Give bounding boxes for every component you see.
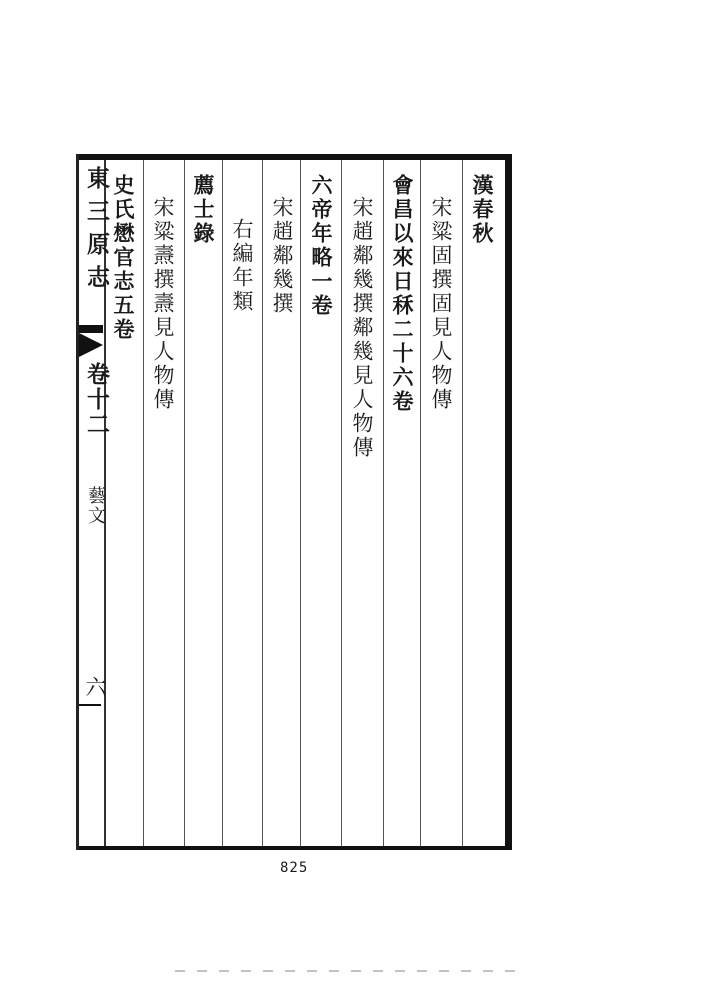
text-column: 薦士錄 xyxy=(191,174,216,246)
gutter-tick xyxy=(79,704,101,706)
text-column: 會昌以來日秝二十六卷 xyxy=(390,174,415,414)
column-rule xyxy=(143,160,144,846)
text-column: 宋趙鄰幾撰 xyxy=(270,196,294,316)
text-column: 右編年類 xyxy=(230,218,254,314)
column-rule xyxy=(184,160,185,846)
text-column: 漢春秋 xyxy=(470,174,495,246)
fishtail-mark xyxy=(79,325,103,333)
section-label: 藝文 xyxy=(85,486,106,526)
text-column: 六帝年略一卷 xyxy=(309,174,334,318)
column-rule xyxy=(262,160,263,846)
leaf-number: 六 xyxy=(83,676,107,697)
text-column: 史氏懋官志五卷 xyxy=(111,174,136,342)
column-rule xyxy=(222,160,223,846)
page-number: 825 xyxy=(280,860,309,876)
text-column: 宋趙鄰幾撰鄰幾見人物傳 xyxy=(350,196,374,460)
column-rule xyxy=(462,160,463,846)
book-title: 東三原志 xyxy=(83,166,110,298)
frame-border-right xyxy=(505,154,512,850)
column-rule xyxy=(300,160,301,846)
column-rule xyxy=(383,160,384,846)
frame-border-top xyxy=(76,154,512,160)
text-column: 宋粱固撰固見人物傳 xyxy=(429,196,453,412)
frame-border-left xyxy=(76,154,79,850)
text-column: 宋粱燾撰燾見人物傳 xyxy=(151,196,175,412)
frame-border-bottom xyxy=(76,846,512,850)
column-rule xyxy=(341,160,342,846)
scan-artifact xyxy=(175,970,525,972)
volume-label: 卷十二 xyxy=(83,362,110,437)
column-rule xyxy=(420,160,421,846)
fishtail-mark xyxy=(79,333,103,357)
